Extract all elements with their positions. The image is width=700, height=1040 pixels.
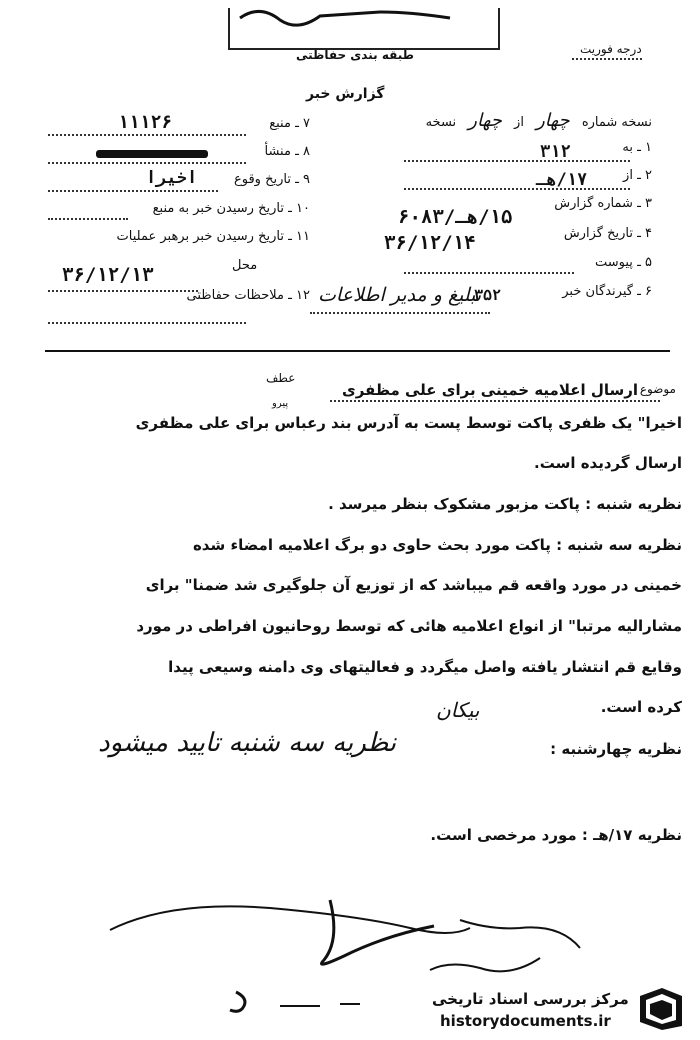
- field-3-num: ۳: [645, 196, 652, 211]
- field-12-num: ۱۲: [296, 288, 310, 303]
- field-9-label: تاریخ وقوع: [233, 172, 291, 187]
- body-line-2: ارسال گردیده است.: [534, 454, 682, 472]
- field-6-value: ۳۵۲: [474, 286, 502, 304]
- field-2: ۲ ـ از: [623, 168, 652, 183]
- body-line-5: خمینی در مورد واقعه قم میباشد که از توزیع آن جلوگیری شد ضمنا" برای: [145, 576, 682, 594]
- field-4-value: ۳۶/۱۲/۱۴: [384, 232, 476, 254]
- field-12: ۱۲ ـ ملاحظات حفاظتی: [186, 288, 310, 303]
- field-10-num: ۱۰: [296, 201, 310, 216]
- field-6: ۶ ـ گیرندگان خبر: [562, 284, 652, 299]
- side-note-atf: عطف: [266, 371, 296, 385]
- wednesday-handwritten-note: نظریه سه شنبه تایید میشود: [98, 728, 397, 758]
- archive-logo-icon: [636, 986, 686, 1032]
- field-7-label: منبع: [269, 116, 291, 131]
- field-2-value: ۱۷/هـ: [536, 170, 588, 190]
- field-5-num: ۵: [645, 255, 652, 270]
- body-line-10: نظریه ۱۷/هـ : مورد مرخصی است.: [430, 826, 682, 844]
- field-8: ۸ ـ منشأ: [264, 144, 310, 159]
- body-line-7: وقایع قم انتشار یافته واصل میگردد و فعالیتهای وی دامنه وسیعی پیدا: [168, 658, 682, 676]
- body-line-6: مشارالیه مرتبا" از انواع اعلامیه هائی که توسط روحانیون افراطی در مورد: [136, 617, 682, 635]
- field-7: ۷ ـ منبع: [269, 116, 310, 131]
- copy-prefix: نسخه شماره: [581, 115, 652, 130]
- field-7-value: ۱۱۱۲۶: [118, 112, 173, 133]
- field-5: ۵ ـ پیوست: [595, 255, 652, 270]
- margin-handwritten-word: بیکان: [436, 698, 480, 722]
- field-1-num: ۱: [645, 140, 652, 155]
- field-4: ۴ ـ تاریخ گزارش: [563, 226, 652, 241]
- field-1: ۱ ـ به: [622, 140, 652, 155]
- field-3: ۳ ـ شماره گزارش: [554, 196, 652, 211]
- field-9: ۹ ـ تاریخ وقوع: [233, 172, 310, 187]
- field-4-num: ۴: [645, 226, 652, 241]
- watermark-url: historydocuments.ir: [440, 1012, 611, 1030]
- classification-label: طبقه بندی حفاظتی: [296, 48, 414, 62]
- field-11-label: تاریخ رسیدن خبر برهبر عملیات: [116, 229, 284, 244]
- copy-value-2: چهار: [468, 110, 502, 131]
- field-6-label: گیرندگان خبر: [562, 284, 633, 299]
- body-line-8: کرده است.: [600, 698, 682, 716]
- field-2-num: ۲: [645, 168, 652, 183]
- field-6-num: ۶: [645, 284, 652, 299]
- field-1-label: به: [622, 140, 633, 155]
- field-3-value: ۱۵/هـ/۶۰۸۳: [398, 206, 513, 228]
- field-11: ۱۱ ـ تاریخ رسیدن خبر برهبر عملیات: [116, 229, 310, 244]
- copy-middle: از: [514, 115, 524, 130]
- form-title: گزارش خبر: [306, 86, 385, 102]
- field-location-label: محل: [232, 258, 258, 273]
- watermark-name: مرکز بررسی اسناد تاریخی: [432, 990, 629, 1008]
- copy-value: چهار: [536, 110, 570, 131]
- body-line-9: نظریه چهارشنبه :: [550, 740, 682, 758]
- recipients-handwritten-note: تبلیغ و مدیر اطلاعات: [318, 284, 482, 306]
- field-4-label: تاریخ گزارش: [563, 226, 633, 241]
- field-7-num: ۷: [303, 116, 310, 131]
- subject-value: ارسال اعلامیه خمینی برای علی مظفری: [341, 381, 638, 399]
- field-location-value: ۳۶/۱۲/۱۳: [62, 264, 154, 286]
- subject-label: موضوع: [639, 382, 676, 396]
- side-note-peyro: پیرو: [272, 398, 289, 409]
- priority-label: درجه فوریت: [580, 42, 642, 56]
- field-9-value: اخیرا: [146, 168, 198, 188]
- field-2-label: از: [623, 168, 633, 183]
- field-11-num: ۱۱: [296, 229, 310, 244]
- field-10-label: تاریخ رسیدن خبر به منبع: [152, 201, 284, 216]
- body-line-4: نظریه سه شنبه : پاکت مورد بحث حاوی دو برگ اعلامیه امضاء شده: [192, 536, 682, 554]
- field-8-num: ۸: [303, 144, 310, 159]
- field-1-value: ۳۱۲: [540, 142, 571, 162]
- field-10: ۱۰ ـ تاریخ رسیدن خبر به منبع: [152, 201, 310, 216]
- field-3-label: شماره گزارش: [554, 196, 633, 211]
- copy-suffix: نسخه: [425, 115, 457, 130]
- field-9-num: ۹: [303, 172, 310, 187]
- field-12-label: ملاحظات حفاظتی: [186, 288, 284, 303]
- body-line-1: اخیرا" یک ظفری پاکت توسط پست به آدرس بند رعباس برای علی مظفری: [135, 414, 682, 432]
- field-5-label: پیوست: [595, 255, 633, 270]
- field-8-label: منشأ: [264, 144, 291, 159]
- body-line-3: نظریه شنبه : پاکت مزبور مشکوک بنظر میرسد .: [328, 495, 682, 513]
